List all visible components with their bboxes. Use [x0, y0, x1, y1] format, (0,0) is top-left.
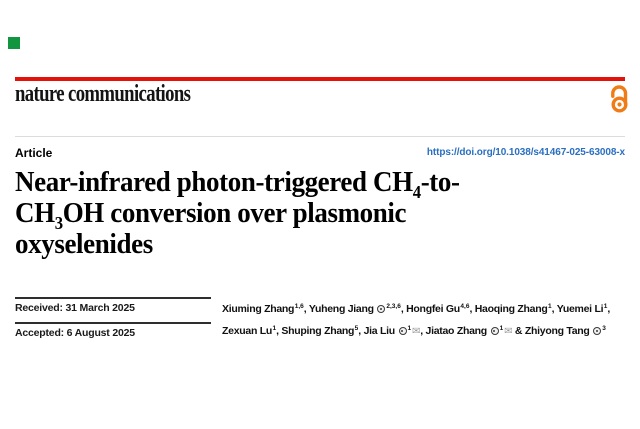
affiliation-superscript: 1 — [407, 325, 412, 332]
orcid-icon[interactable] — [593, 327, 601, 335]
title-text: -to- — [420, 166, 460, 198]
title-text: OH conversion over plasmonic — [62, 197, 407, 229]
author-name-text: , Haoqing Zhang — [469, 303, 548, 315]
journal-wordmark: nature communications — [15, 81, 191, 107]
affiliation-superscript: 5 — [354, 325, 359, 332]
affiliation-superscript: 2,3,6 — [386, 303, 401, 310]
author-name-text: , — [607, 303, 610, 315]
green-corner-marker — [8, 37, 20, 49]
author-name-text: , Hongfei Gu — [400, 303, 460, 315]
orcid-dot — [596, 330, 598, 332]
affiliation-superscript: 4,6 — [460, 303, 470, 310]
affiliation-superscript: 1 — [499, 325, 504, 332]
author-name-text: & Zhiyong Tang — [512, 325, 593, 337]
accepted-date: Accepted: 6 August 2025 — [15, 327, 135, 339]
author-name-text: , Jiatao Zhang — [420, 325, 490, 337]
article-title — [15, 167, 573, 260]
affiliation-superscript: 1,6 — [294, 303, 304, 310]
article-type-label: Article — [15, 146, 53, 160]
received-rule — [15, 297, 211, 299]
orcid-icon[interactable] — [399, 327, 407, 335]
affiliation-superscript: 1 — [548, 303, 552, 310]
title-text: CH — [15, 197, 55, 229]
email-icon[interactable]: ✉ — [504, 326, 513, 337]
accepted-rule — [15, 322, 211, 324]
author-name-text: Xiuming Zhang — [222, 303, 295, 315]
article-row-divider — [15, 136, 625, 137]
author-list — [222, 297, 634, 341]
orcid-dot — [380, 308, 382, 310]
orcid-dot — [493, 330, 495, 332]
author-name-text: , Shuping Zhang — [276, 325, 355, 337]
title-text: oxyselenides — [15, 228, 153, 260]
affiliation-superscript: 1 — [603, 303, 608, 310]
affiliation-superscript: 3 — [602, 325, 606, 332]
orcid-icon[interactable] — [377, 305, 385, 313]
title-text: Near-infrared photon-triggered CH — [15, 166, 413, 198]
author-name-text: , Yuemei Li — [551, 303, 604, 315]
received-date: Received: 31 March 2025 — [15, 302, 135, 314]
orcid-dot — [401, 330, 403, 332]
doi-link[interactable]: https://doi.org/10.1038/s41467-025-63008-x — [426, 147, 625, 158]
title-subscript: 3 — [54, 212, 63, 233]
open-access-icon[interactable] — [609, 84, 630, 113]
title-subscript: 4 — [412, 181, 421, 202]
orcid-icon[interactable] — [491, 327, 499, 335]
author-name-text: Zexuan Lu — [222, 325, 272, 337]
affiliation-superscript: 1 — [272, 325, 277, 332]
email-icon[interactable]: ✉ — [412, 326, 421, 337]
author-name-text: , Yuheng Jiang — [303, 303, 377, 315]
author-name-text: , Jia Liu — [358, 325, 398, 337]
